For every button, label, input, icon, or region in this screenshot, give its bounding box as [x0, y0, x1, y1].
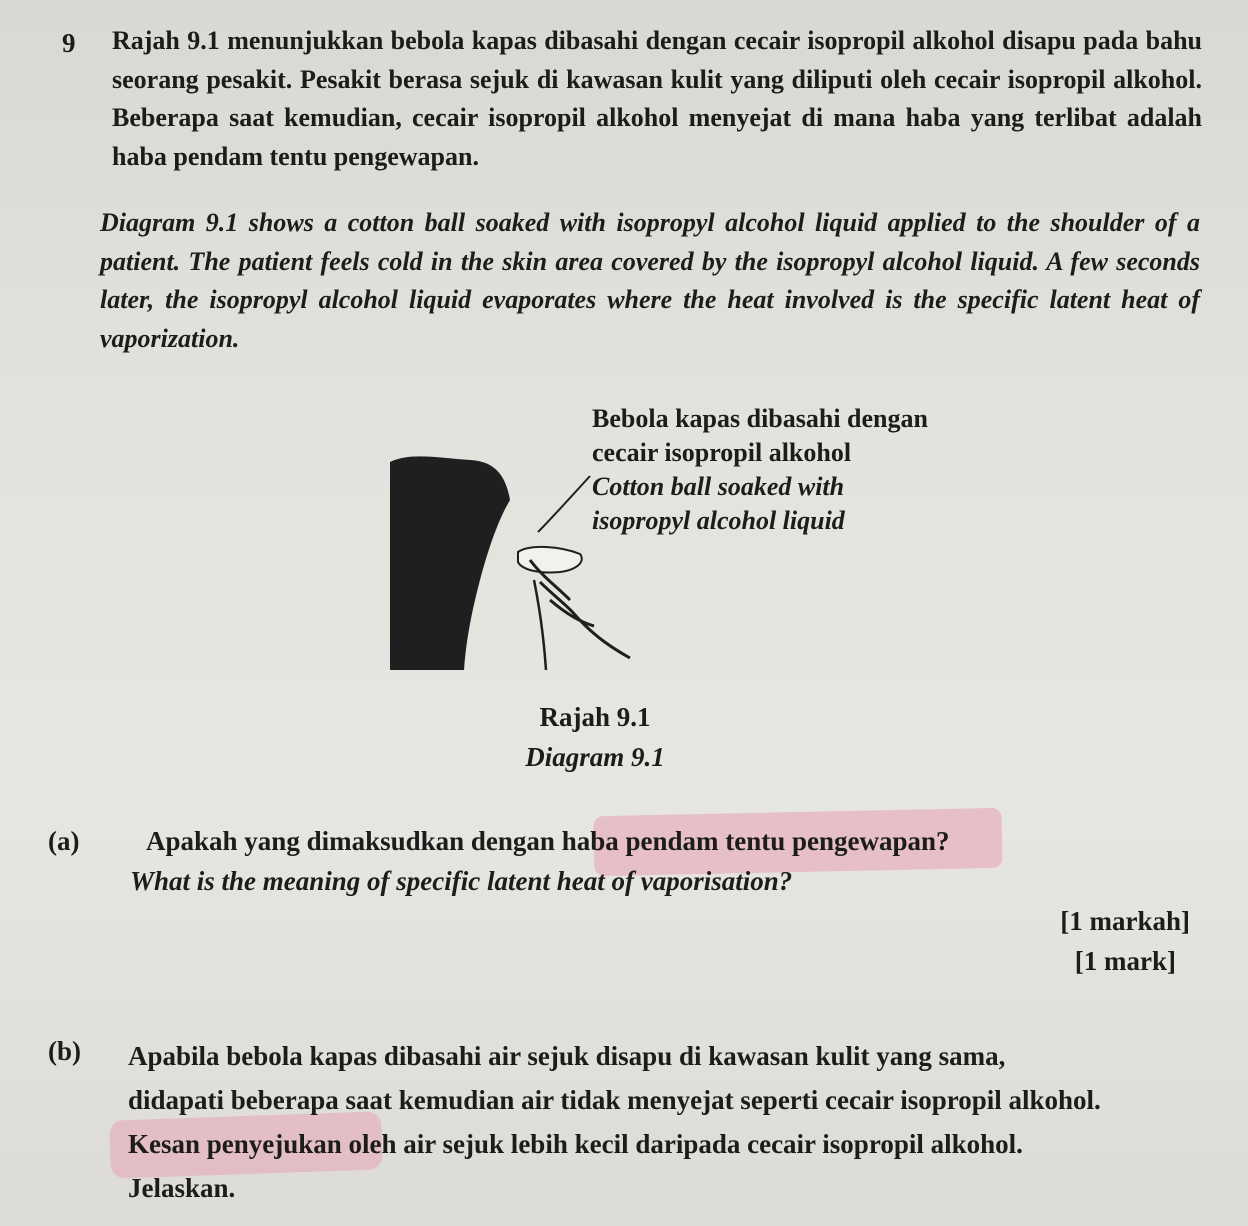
part-b-line1: Apabila bebola kapas dibasahi air sejuk disapu di kawasan kulit yang sama, — [128, 1041, 1006, 1071]
part-b-line3: Kesan penyejukan oleh air sejuk lebih kecil daripada cecair isopropil alkohol. — [128, 1129, 1023, 1159]
part-a-question-english: What is the meaning of specific latent heat of vaporisation? — [130, 866, 793, 896]
part-a-mark-english: [1 mark] — [1074, 946, 1176, 976]
diagram-caption-malay: Rajah 9.1 — [539, 702, 651, 732]
callout-english-line2: isopropyl alcohol liquid — [592, 506, 845, 535]
hand-outline — [530, 560, 630, 658]
callout-malay-line1: Bebola kapas dibasahi dengan — [592, 404, 928, 433]
callout-malay-line2: cecair isopropil alkohol — [592, 438, 852, 467]
part-b-line4: Jelaskan. — [128, 1173, 236, 1203]
cotton-ball — [518, 547, 582, 573]
callout-english-line1: Cotton ball soaked with — [592, 472, 845, 501]
patient-shoulder-shape — [390, 456, 510, 670]
diagram-caption-english: Diagram 9.1 — [525, 742, 665, 772]
part-b-label: (b) — [48, 1036, 81, 1066]
shoulder-cotton-ball-illustration — [380, 440, 660, 690]
part-b-question — [128, 1034, 1208, 1210]
question-number: 9 — [62, 28, 76, 58]
part-a-label: (a) — [48, 826, 80, 856]
callout-leader-line — [538, 476, 590, 532]
part-b-line2: didapati beberapa saat kemudian air tidak menyejat seperti cecair isopropil alkohol. — [128, 1085, 1101, 1115]
part-a-mark-malay: [1 markah] — [1060, 906, 1190, 936]
intro-paragraph-english: Diagram 9.1 shows a cotton ball soaked with isopropyl alcohol liquid applied to the shoulder of a patient. The patient feels cold in the skin area covered by the isopropyl alcohol liquid. A few seconds later, the isopropyl alcohol liquid evaporates where the heat involved is the specific latent heat of vaporization. — [100, 208, 1200, 353]
part-a-question-malay: Apakah yang dimaksudkan dengan haba pendam tentu pengewapan? — [146, 826, 950, 856]
intro-paragraph-malay: Rajah 9.1 menunjukkan bebola kapas dibasahi dengan cecair isopropil alkohol disapu pada bahu seorang pesakit. Pesakit berasa sejuk di kawasan kulit yang diliputi oleh cecair isopropil alkohol. Beberapa saat kemudian, cecair isopropil alkohol menyejat di mana haba yang terlibat adalah haba pendam tentu pengewapan. — [112, 26, 1202, 171]
arm-outline — [534, 580, 546, 670]
